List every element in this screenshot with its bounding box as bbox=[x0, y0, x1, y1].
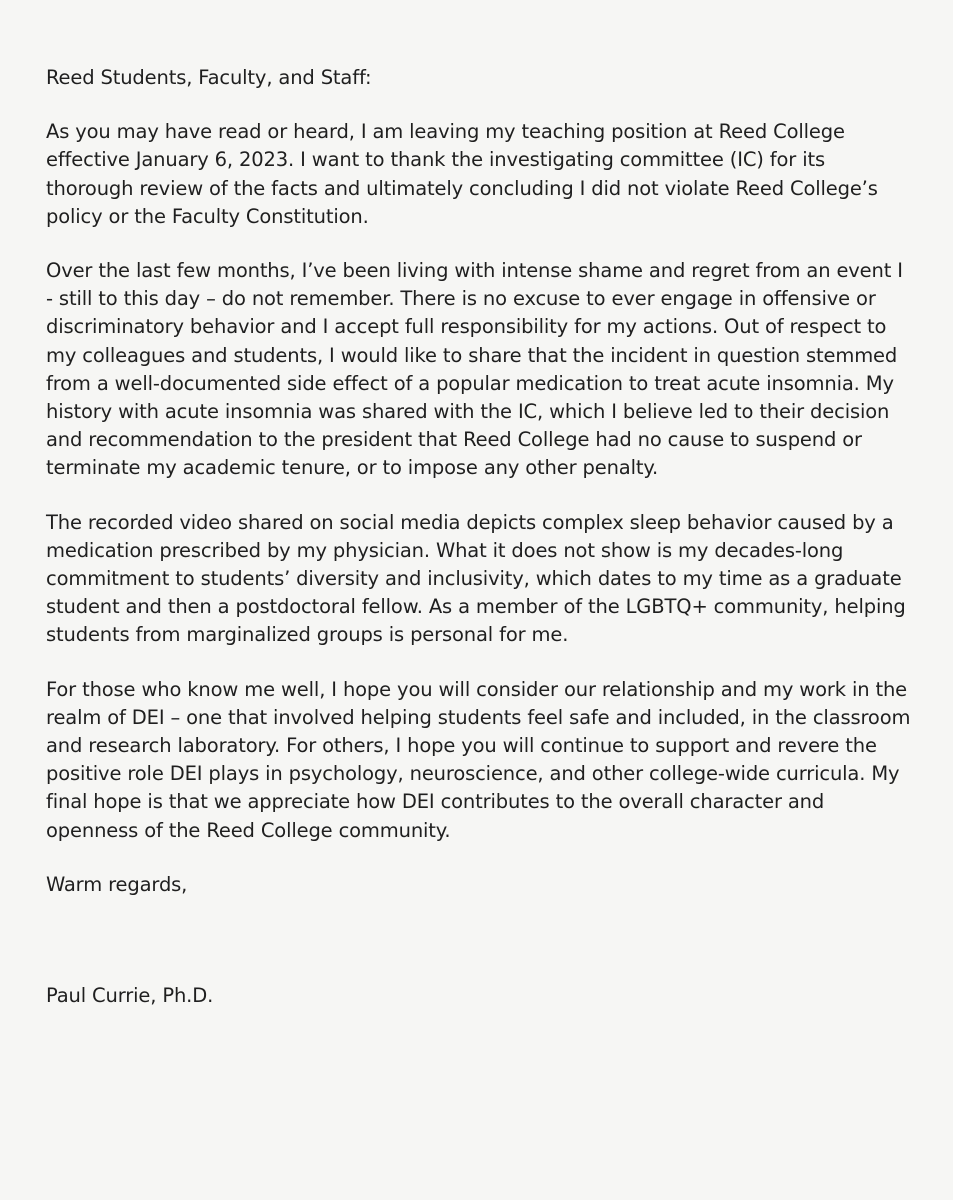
letter-paragraph-4: For those who know me well, I hope you will consider our relationship and my work in the realm of DEI – one that involved helping students feel safe and included, in the classroom and research laboratory. For others, I hope you will continue to support and revere the positive role DEI plays in psychology, neuroscience, and other college-wide curricula. My final hope is that we appreciate how DEI contributes to the overall character and openness of the Reed College community. bbox=[46, 677, 911, 842]
letter-salutation: Reed Students, Faculty, and Staff: bbox=[46, 66, 372, 89]
letter-signature: Paul Currie, Ph.D. bbox=[46, 984, 214, 1008]
letter-paragraph-3: The recorded video shared on social media depicts complex sleep behavior caused by a medication prescribed by my physician. What it does not show is my decades-long commitment to students’ diversity and inclusivity, which dates to my time as a graduate student and then a postdoctoral fellow. As a member of the LGBTQ+ community, helping students from marginalized groups is personal for me. bbox=[46, 510, 906, 647]
letter-paragraph-1: As you may have read or heard, I am leaving my teaching position at Reed College effective January 6, 2023. I want to thank the investigating committee (IC) for its thorough review of the facts and ultimately concluding I did not violate Reed College’s policy or the Faculty Constitution. bbox=[46, 120, 878, 228]
letter-closing: Warm regards, bbox=[46, 872, 188, 896]
letter-paragraph-2: Over the last few months, I’ve been living with intense shame and regret from an event I - still to this day – do not remember. There is no excuse to ever engage in offensive or discriminatory behavior and I accept full responsibility for my actions. Out of respect to my colleagues and students, I would like to share that the incident in question stemmed from a well-documented side effect of a popular medication to treat acute insomnia. My history with acute insomnia was shared with the IC, which I believe led to their decision and recommendation to the president that Reed College had no cause to suspend or terminate my academic tenure, or to impose any other penalty. bbox=[46, 259, 903, 480]
